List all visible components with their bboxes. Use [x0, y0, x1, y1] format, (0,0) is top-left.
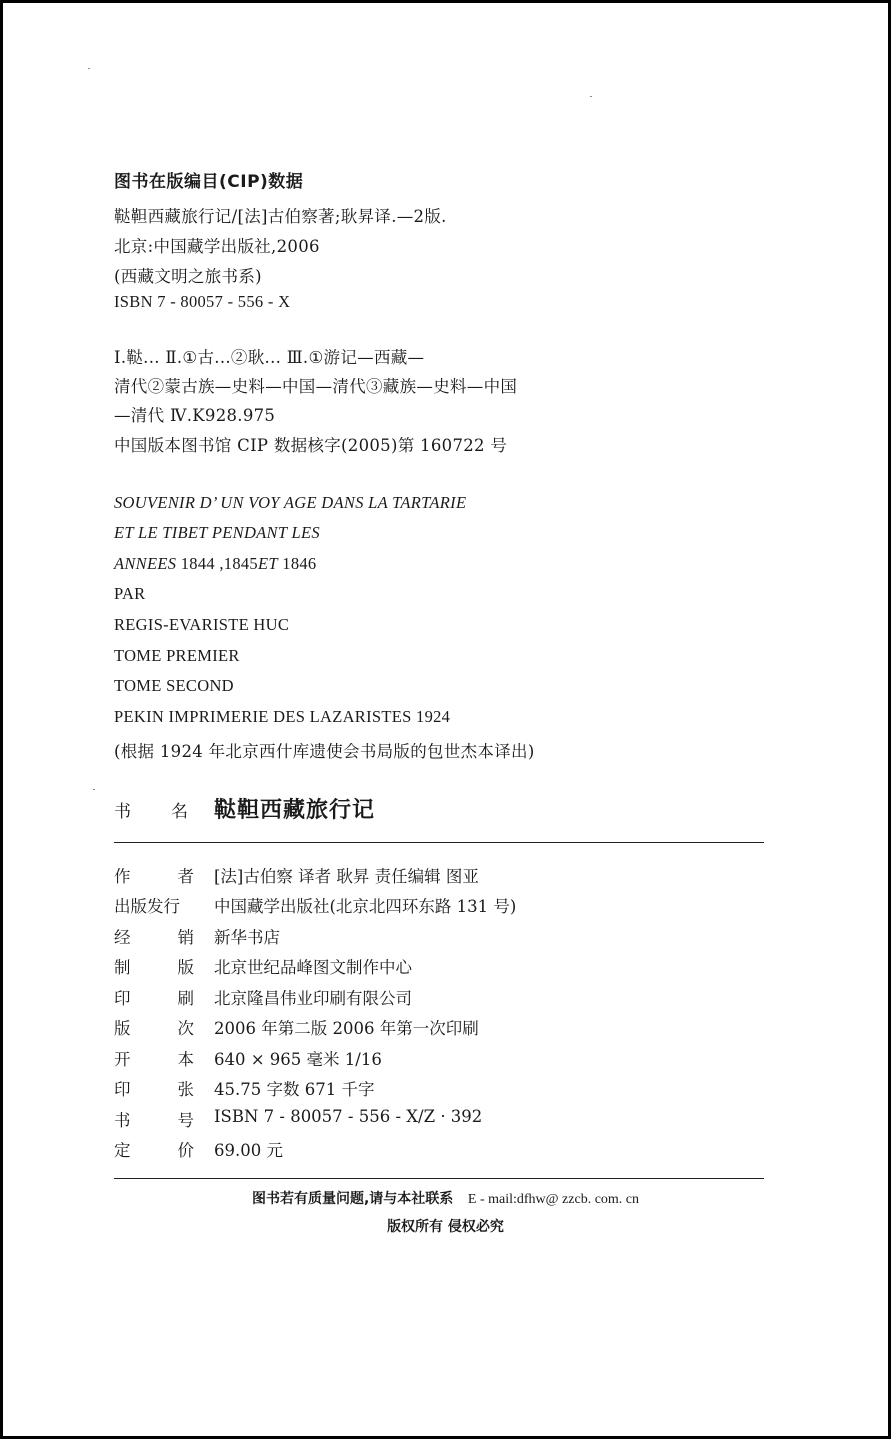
- original-title-word: ANNEES: [114, 554, 177, 573]
- scan-speck: [88, 68, 90, 69]
- original-publisher: PEKIN IMPRIMERIE DES LAZARISTES 1924: [114, 707, 451, 726]
- quality-notice-text: 图书若有质量问题,请与本社联系: [251, 1191, 454, 1207]
- original-title-line: [114, 554, 316, 574]
- original-title-years: 1846: [277, 554, 317, 573]
- original-volume: TOME SECOND: [114, 676, 234, 695]
- original-title-word: ET: [258, 554, 278, 573]
- book-title: 鞑靼西藏旅行记: [214, 798, 376, 823]
- original-author: REGIS-EVARISTE HUC: [114, 615, 290, 634]
- divider: [114, 842, 764, 843]
- scan-speck: [93, 789, 95, 790]
- cip-record-number: 中国版本图书馆 CIP 数据核字(2005)第 160722 号: [114, 436, 508, 455]
- original-volume: TOME PREMIER: [114, 646, 240, 665]
- cip-line: (西藏文明之旅书系): [114, 267, 262, 286]
- divider: [114, 1178, 764, 1179]
- copyright-notice: 版权所有 侵权必究: [387, 1219, 504, 1235]
- cip-subject-line: 清代②蒙古族—史料—中国—清代③藏族—史料—中国: [114, 377, 518, 396]
- quality-notice: [0, 1188, 891, 1208]
- book-title-row: [114, 797, 376, 823]
- cip-heading: 图书在版编目(CIP)数据: [114, 172, 304, 192]
- original-title-line: ET LE TIBET PENDANT LES: [114, 523, 320, 542]
- contact-email: E - mail:dfhw@ zzcb. com. cn: [467, 1192, 640, 1207]
- book-title-label: 书名: [114, 802, 228, 822]
- cip-line: 北京:中国藏学出版社,2006: [114, 237, 320, 256]
- cip-isbn: ISBN 7 - 80057 - 556 - X: [114, 292, 291, 311]
- cip-subject-line: Ⅰ.鞑... Ⅱ.①古...②耿... Ⅲ.①游记—西藏—: [114, 348, 425, 367]
- scan-speck: [590, 96, 592, 97]
- cip-subject-line: —清代 Ⅳ.K928.975: [114, 406, 276, 425]
- original-title-line: PAR: [114, 584, 146, 603]
- translation-source-note: (根据 1924 年北京西什库遗使会书局版的包世杰本译出): [114, 742, 535, 761]
- original-title-years: 1844 ,1845: [176, 554, 258, 573]
- original-title-line: SOUVENIR D’ UN VOY AGE DANS LA TARTARIE: [114, 493, 467, 512]
- cip-line: 鞑靼西藏旅行记/[法]古伯察著;耿昇译.—2版.: [114, 207, 447, 226]
